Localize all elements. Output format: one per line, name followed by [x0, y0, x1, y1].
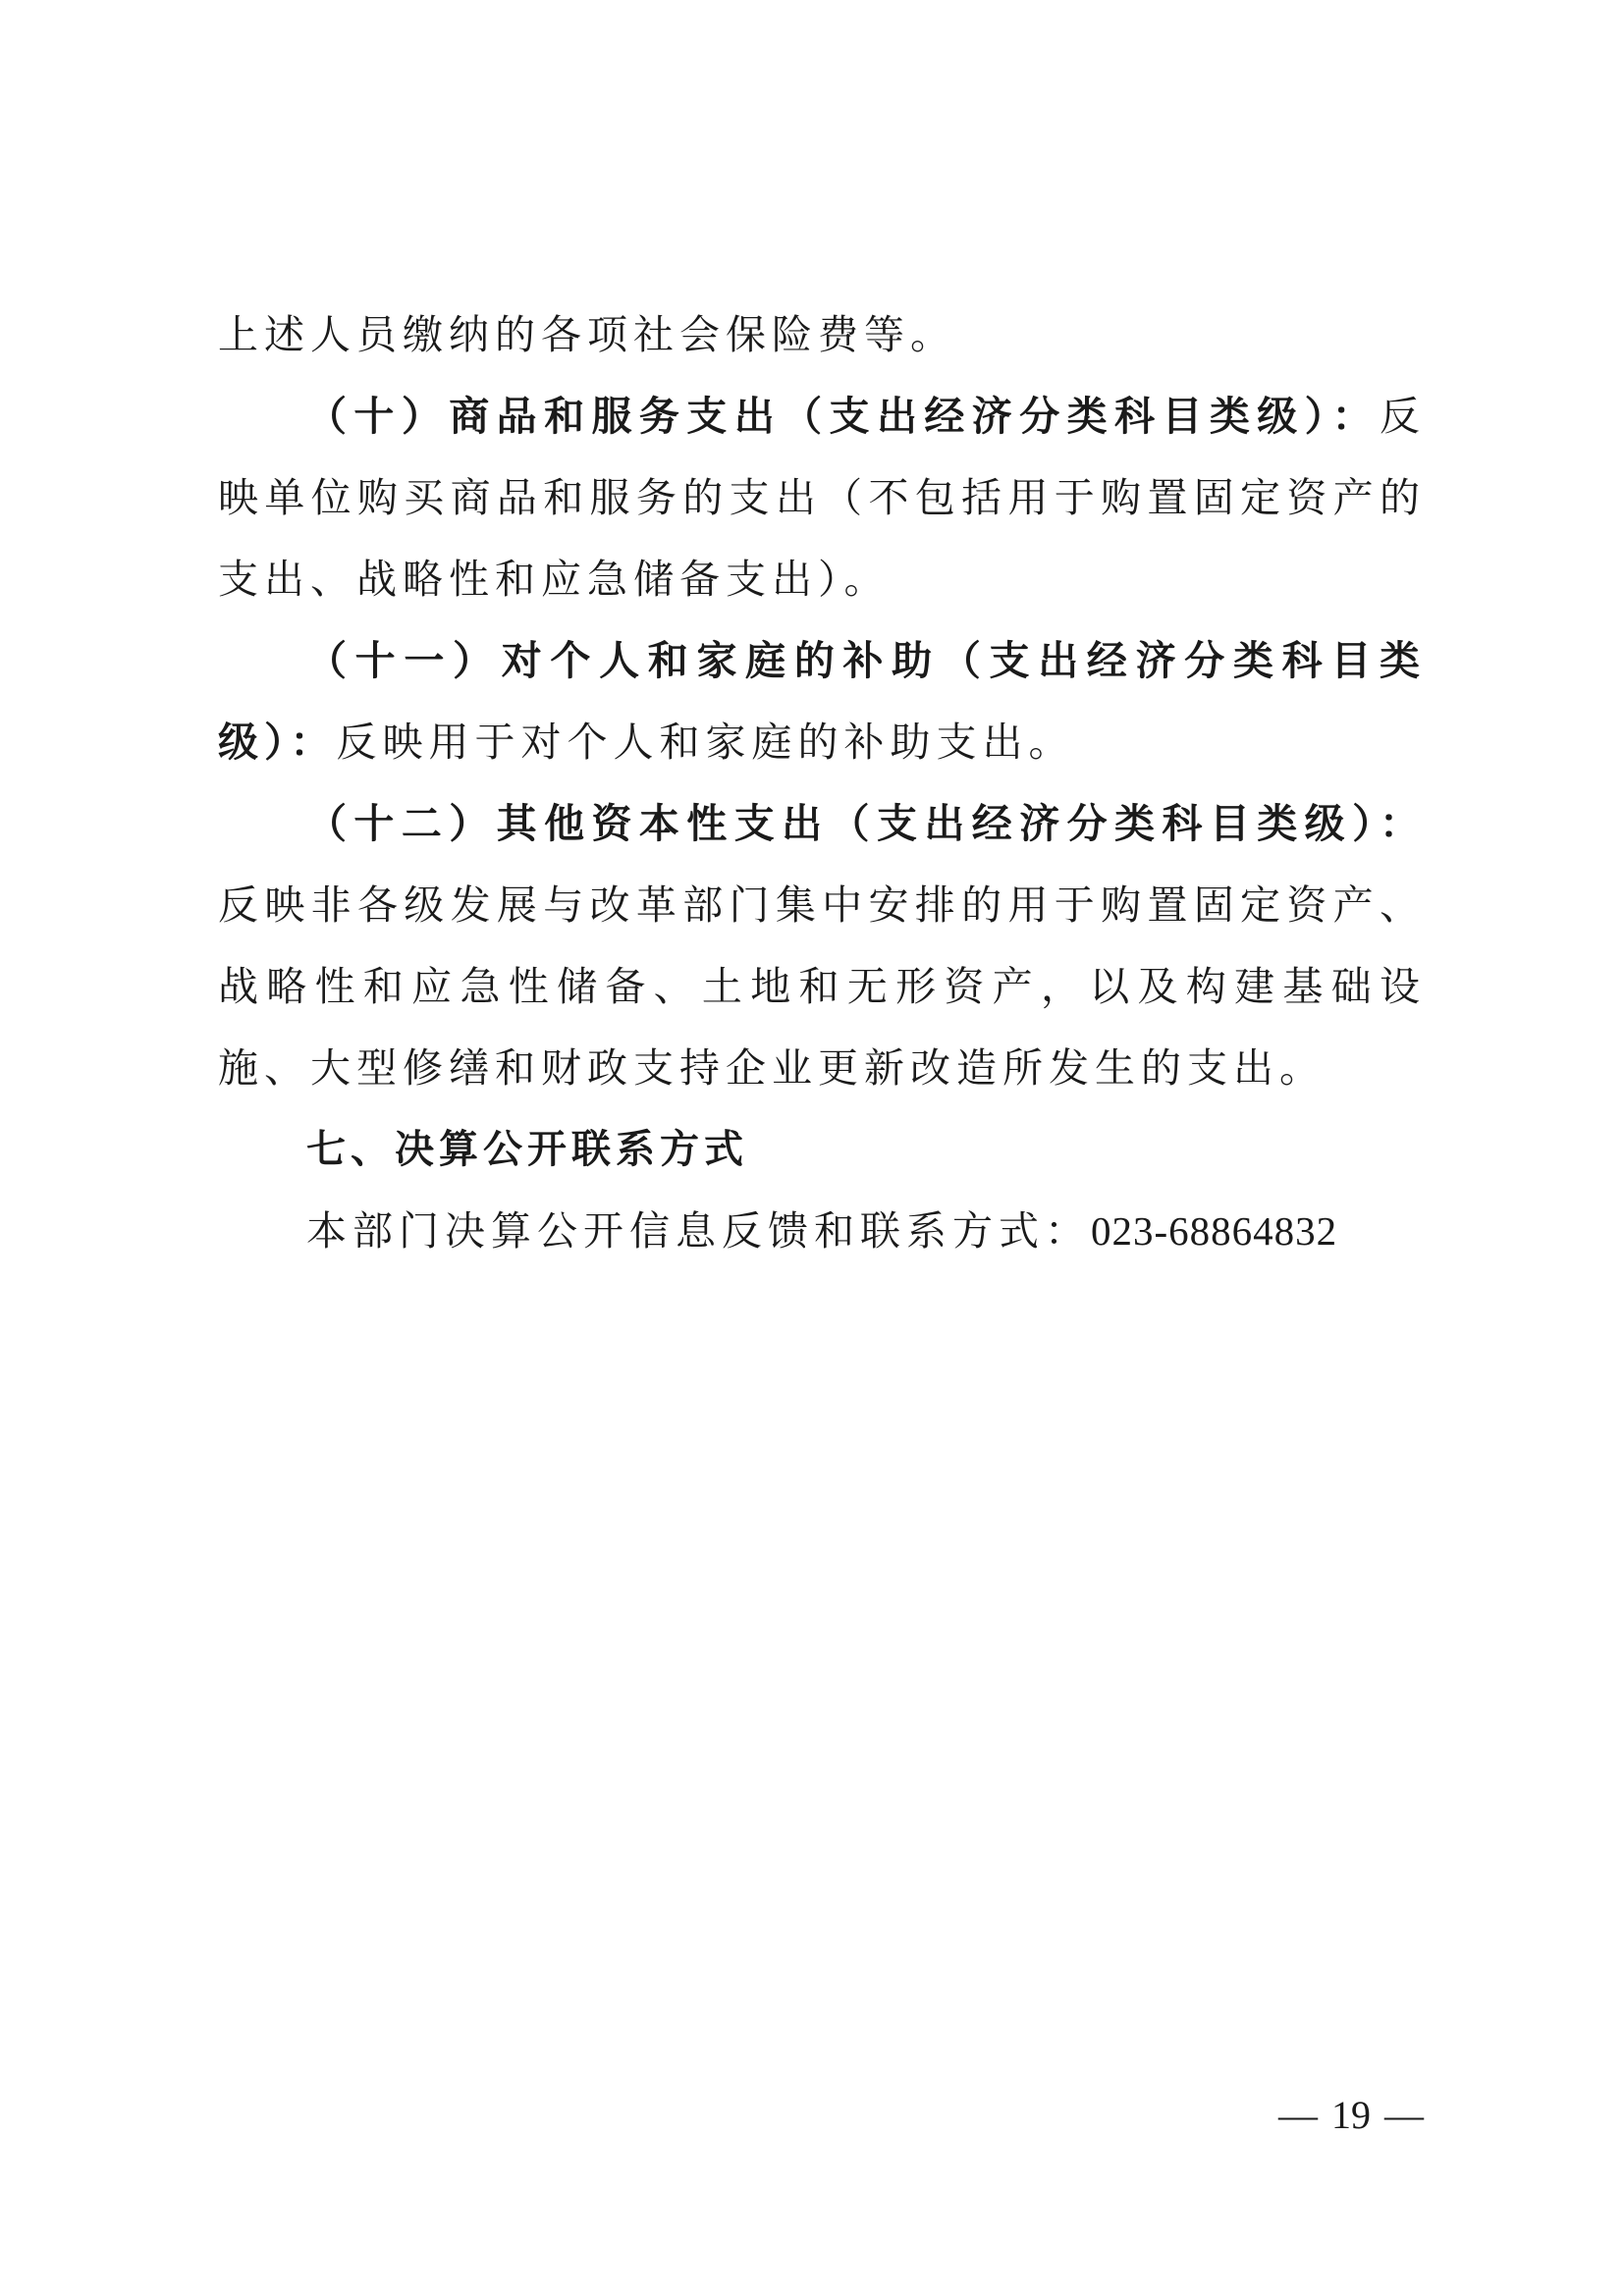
continuation-paragraph: 上述人员缴纳的各项社会保险费等。 [218, 311, 956, 358]
item-10-body: 反映单位购买商品和服务的支出（不包括用于购置固定资产的支出、战略性和应急储备支出）。 [218, 393, 1426, 603]
contact-phone: 023-68864832 [1091, 1208, 1338, 1254]
page-number: 19 [1331, 2093, 1371, 2137]
item-10-paragraph [218, 376, 1426, 620]
page-number-footer [1265, 2091, 1437, 2140]
item-12-body: 反映非各级发展与改革部门集中安排的用于购置固定资产、战略性和应急性储备、土地和无形资产，以及构建基础设施、大型修缮和财政支持企业更新改造所发生的支出。 [218, 881, 1426, 1092]
item-12-title: （十二）其他资本性支出（支出经济分类科目类级）： [306, 800, 1426, 847]
section-heading: 七、决算公开联系方式 [306, 1127, 748, 1172]
contact-label: 本部门决算公开信息反馈和联系方式： [306, 1207, 1091, 1255]
item-10-title: （十）商品和服务支出（支出经济分类科目类级）： [306, 393, 1380, 440]
contact-line [218, 1191, 1426, 1272]
item-12-paragraph [218, 783, 1426, 1109]
page-number-dash-right: — [1384, 2093, 1424, 2137]
page-number-dash-left: — [1278, 2093, 1318, 2137]
item-11-title: （十一）对个人和家庭的补助（支出经济分类科目类级）： [218, 637, 1426, 766]
item-11-body: 反映用于对个人和家庭的补助支出。 [336, 719, 1075, 766]
document-body [218, 294, 1426, 1272]
item-11-paragraph [218, 620, 1426, 783]
